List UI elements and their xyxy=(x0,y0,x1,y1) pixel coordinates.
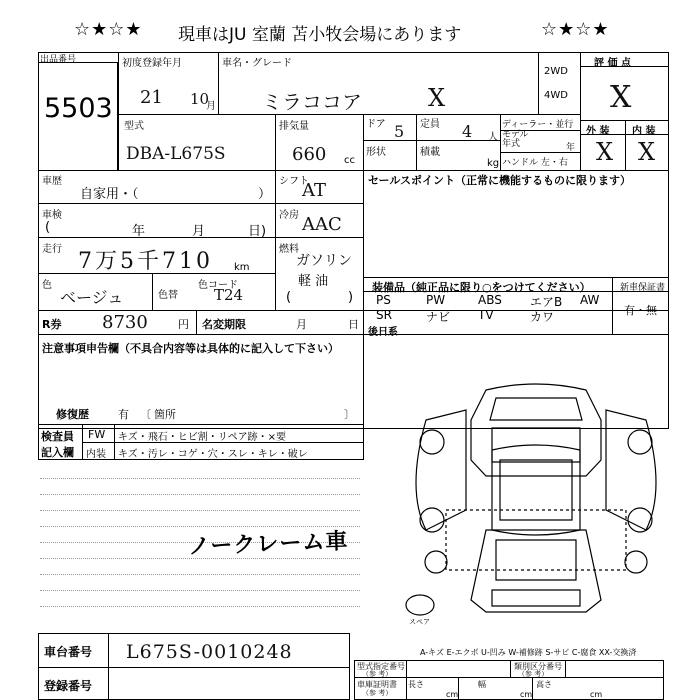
divider xyxy=(38,203,363,204)
fuel-diesel: 軽 油 xyxy=(298,274,329,289)
divider xyxy=(416,114,417,170)
divider xyxy=(275,170,276,310)
first-reg-month: 10 xyxy=(190,90,210,108)
handle-label: ハンドル 左・右 xyxy=(502,158,568,168)
ext-label: 外 装 xyxy=(586,126,610,137)
notes-label: 注意事項申告欄（不具合内容等は具体的に記入して下さい） xyxy=(42,342,339,355)
divider xyxy=(363,140,500,141)
repair-bracket-open: 〔 xyxy=(140,408,151,421)
divider xyxy=(363,114,364,170)
first-reg-label: 初度登録年月 xyxy=(122,58,182,69)
divider xyxy=(538,52,539,114)
repair-bracket-close: 〕 xyxy=(344,408,355,421)
no-claim-stamp: ノークレーム車 xyxy=(187,529,349,560)
rating-label: 評 価 点 xyxy=(594,58,631,69)
equipment-item: ABS xyxy=(478,293,502,307)
inspection-month: 月 xyxy=(192,224,206,239)
header-stars-right: ☆★☆★ xyxy=(541,19,610,40)
class-label: 類別区分番号 xyxy=(514,662,562,671)
deadline-day: 日 xyxy=(348,318,359,331)
chassis-value: L675S-0010248 xyxy=(126,641,293,663)
equipment-item: カワ xyxy=(530,310,555,324)
divider xyxy=(363,170,364,424)
deadline-month: 月 xyxy=(296,318,307,331)
inspector-int-text: キズ・汚レ・コゲ・穴・スレ・キレ・破レ xyxy=(118,449,308,460)
divider xyxy=(152,273,153,310)
aircon-label: 冷房 xyxy=(279,210,299,221)
equipment-item: エアB xyxy=(530,295,563,309)
equipment-item: PS xyxy=(376,293,391,307)
header-stars-left: ☆★☆★ xyxy=(74,19,143,40)
inspection-open: ( xyxy=(45,220,51,235)
divider xyxy=(510,660,511,677)
registration-label: 登録番号 xyxy=(44,679,93,693)
damage-legend: A-キズ E-エクボ U-凹み W-補修跡 S-サビ C-腐食 XX-交換済 xyxy=(420,648,637,657)
equipment-item: PW xyxy=(426,293,446,307)
inspector-label: 検査員 xyxy=(41,430,74,443)
car-name-value: ミラココア xyxy=(262,90,362,114)
rear-seat-label: 後日系 xyxy=(368,327,398,338)
divider xyxy=(580,52,581,170)
warranty-options: 有・無 xyxy=(624,304,657,317)
inspector-fw-text: キズ・飛石・ヒビ割・リペア跡・×要 xyxy=(118,432,286,443)
divider xyxy=(38,170,669,171)
ruled-line xyxy=(40,478,360,479)
door-value: 5 xyxy=(394,122,405,141)
divider xyxy=(38,334,669,335)
capacity-value: 4 xyxy=(462,122,473,141)
divider xyxy=(612,277,613,334)
capacity-unit: 人 xyxy=(488,132,498,143)
repair-label: 修復歴 xyxy=(56,408,89,421)
mileage-label: 走行 xyxy=(42,244,62,255)
fuel-gasoline: ガソリン xyxy=(296,253,352,269)
model-value: DBA-L675S xyxy=(126,144,226,164)
ext-value: X xyxy=(596,138,614,166)
first-reg-year: 21 xyxy=(140,87,163,108)
mileage-unit: km xyxy=(234,262,250,273)
warranty-label: 新車保証書 xyxy=(620,283,666,293)
inspector-fw: FW xyxy=(88,428,106,441)
color-code-value: T24 xyxy=(214,286,244,304)
inspection-label: 車検 xyxy=(42,210,62,221)
divider xyxy=(354,677,664,678)
fuel-paren-open: ( xyxy=(286,290,292,305)
drive-4wd: 4WD xyxy=(544,90,568,101)
model-label: 型式 xyxy=(124,121,144,132)
inspector-label-2: 記入欄 xyxy=(41,446,74,459)
rating-value: X xyxy=(610,80,632,115)
equipment-label: 装備品（純正品に限り○をつけてください） xyxy=(372,281,591,294)
model-year-unit: 年 xyxy=(566,143,576,153)
spec-label: 型式指定番号 xyxy=(357,662,405,671)
deadline-label: 名変期限 xyxy=(202,318,246,331)
equipment-item: AW xyxy=(580,293,600,307)
header-title: 現車はJU 室蘭 苫小牧会場にあります xyxy=(178,25,462,45)
recycle-value: 8730 xyxy=(102,312,148,333)
chassis-label: 車台番号 xyxy=(44,645,93,659)
spare-label: スペア xyxy=(409,618,430,626)
lot-number: 5503 xyxy=(44,93,113,124)
sales-point-label: セールスポイント（正常に機能するものに限ります） xyxy=(368,174,632,187)
mileage-value: 7万5千710 xyxy=(78,249,213,274)
shape-label: 形状 xyxy=(366,147,386,158)
equipment-item: ナビ xyxy=(426,310,451,324)
lot-label: 出品番号 xyxy=(40,55,77,65)
shift-label: シフト xyxy=(279,176,309,187)
car-damage-diagram xyxy=(396,380,676,630)
divider xyxy=(565,660,566,677)
ruled-line xyxy=(40,574,360,575)
inspection-day: 日) xyxy=(248,224,267,239)
displacement-unit: cc xyxy=(344,155,355,166)
length-label: 長さ xyxy=(408,680,424,689)
ruled-line xyxy=(40,494,360,495)
repair-value: 有 xyxy=(118,408,129,421)
drive-2wd: 2WD xyxy=(544,66,568,77)
permit-sub: （参 考） xyxy=(362,689,393,697)
equipment-item: SR xyxy=(376,308,392,322)
shift-value: AT xyxy=(302,180,327,201)
load-label: 積載 xyxy=(420,147,440,158)
height-unit: cm xyxy=(590,690,603,699)
aircon-value: AAC xyxy=(302,214,342,235)
color-value: ベージュ xyxy=(60,288,124,307)
divider xyxy=(196,310,197,334)
history-value: 自家用・（ xyxy=(80,187,139,202)
divider xyxy=(363,291,669,292)
fuel-label: 燃料 xyxy=(279,244,299,255)
divider xyxy=(500,114,501,170)
divider xyxy=(82,424,83,460)
divider xyxy=(275,114,276,170)
divider xyxy=(406,660,407,700)
divider xyxy=(38,667,350,668)
inspector-int: 内装 xyxy=(86,449,106,460)
width-unit: cm xyxy=(520,690,533,699)
class-sub: （参 考） xyxy=(518,670,549,678)
recycle-label: R券 xyxy=(42,318,62,331)
load-unit: kg xyxy=(487,158,500,169)
displacement-label: 排気量 xyxy=(279,121,309,132)
color-change-label: 色替 xyxy=(158,290,178,301)
color-label: 色 xyxy=(42,280,52,291)
history-label: 車歴 xyxy=(42,176,62,187)
spec-sub: （参 考） xyxy=(362,670,393,678)
length-unit: cm xyxy=(446,690,459,699)
divider xyxy=(118,52,119,170)
history-close: ） xyxy=(258,187,272,202)
color-code-label: 色コード xyxy=(198,280,238,291)
inspection-year: 年 xyxy=(132,224,146,239)
first-reg-month-unit: 月 xyxy=(206,101,216,112)
ruled-line xyxy=(40,590,360,591)
divider xyxy=(114,424,115,460)
equipment-item: TV xyxy=(478,308,494,322)
permit-label: 車庫証明書 xyxy=(357,680,397,689)
repair-places: 箇所 xyxy=(154,408,176,421)
car-grade-value: X xyxy=(428,84,446,112)
model-year-label: モデル 年式 xyxy=(502,130,529,149)
int-value: X xyxy=(638,138,656,166)
divider xyxy=(363,277,669,278)
capacity-label: 定員 xyxy=(420,119,440,130)
int-label: 内 装 xyxy=(632,126,656,137)
dealer-label: ディーラー・並行 xyxy=(502,120,574,130)
ruled-line xyxy=(40,510,360,511)
ruled-line xyxy=(40,606,360,607)
car-name-label: 車名・グレード xyxy=(222,58,292,69)
divider xyxy=(625,120,626,170)
divider xyxy=(218,52,219,114)
displacement-value: 660 xyxy=(292,144,327,165)
height-label: 高さ xyxy=(536,680,552,689)
recycle-unit: 円 xyxy=(178,318,189,331)
door-label: ドア xyxy=(366,119,386,130)
fuel-paren-close: ) xyxy=(348,290,354,305)
divider xyxy=(38,310,669,311)
width-label: 幅 xyxy=(478,680,486,689)
